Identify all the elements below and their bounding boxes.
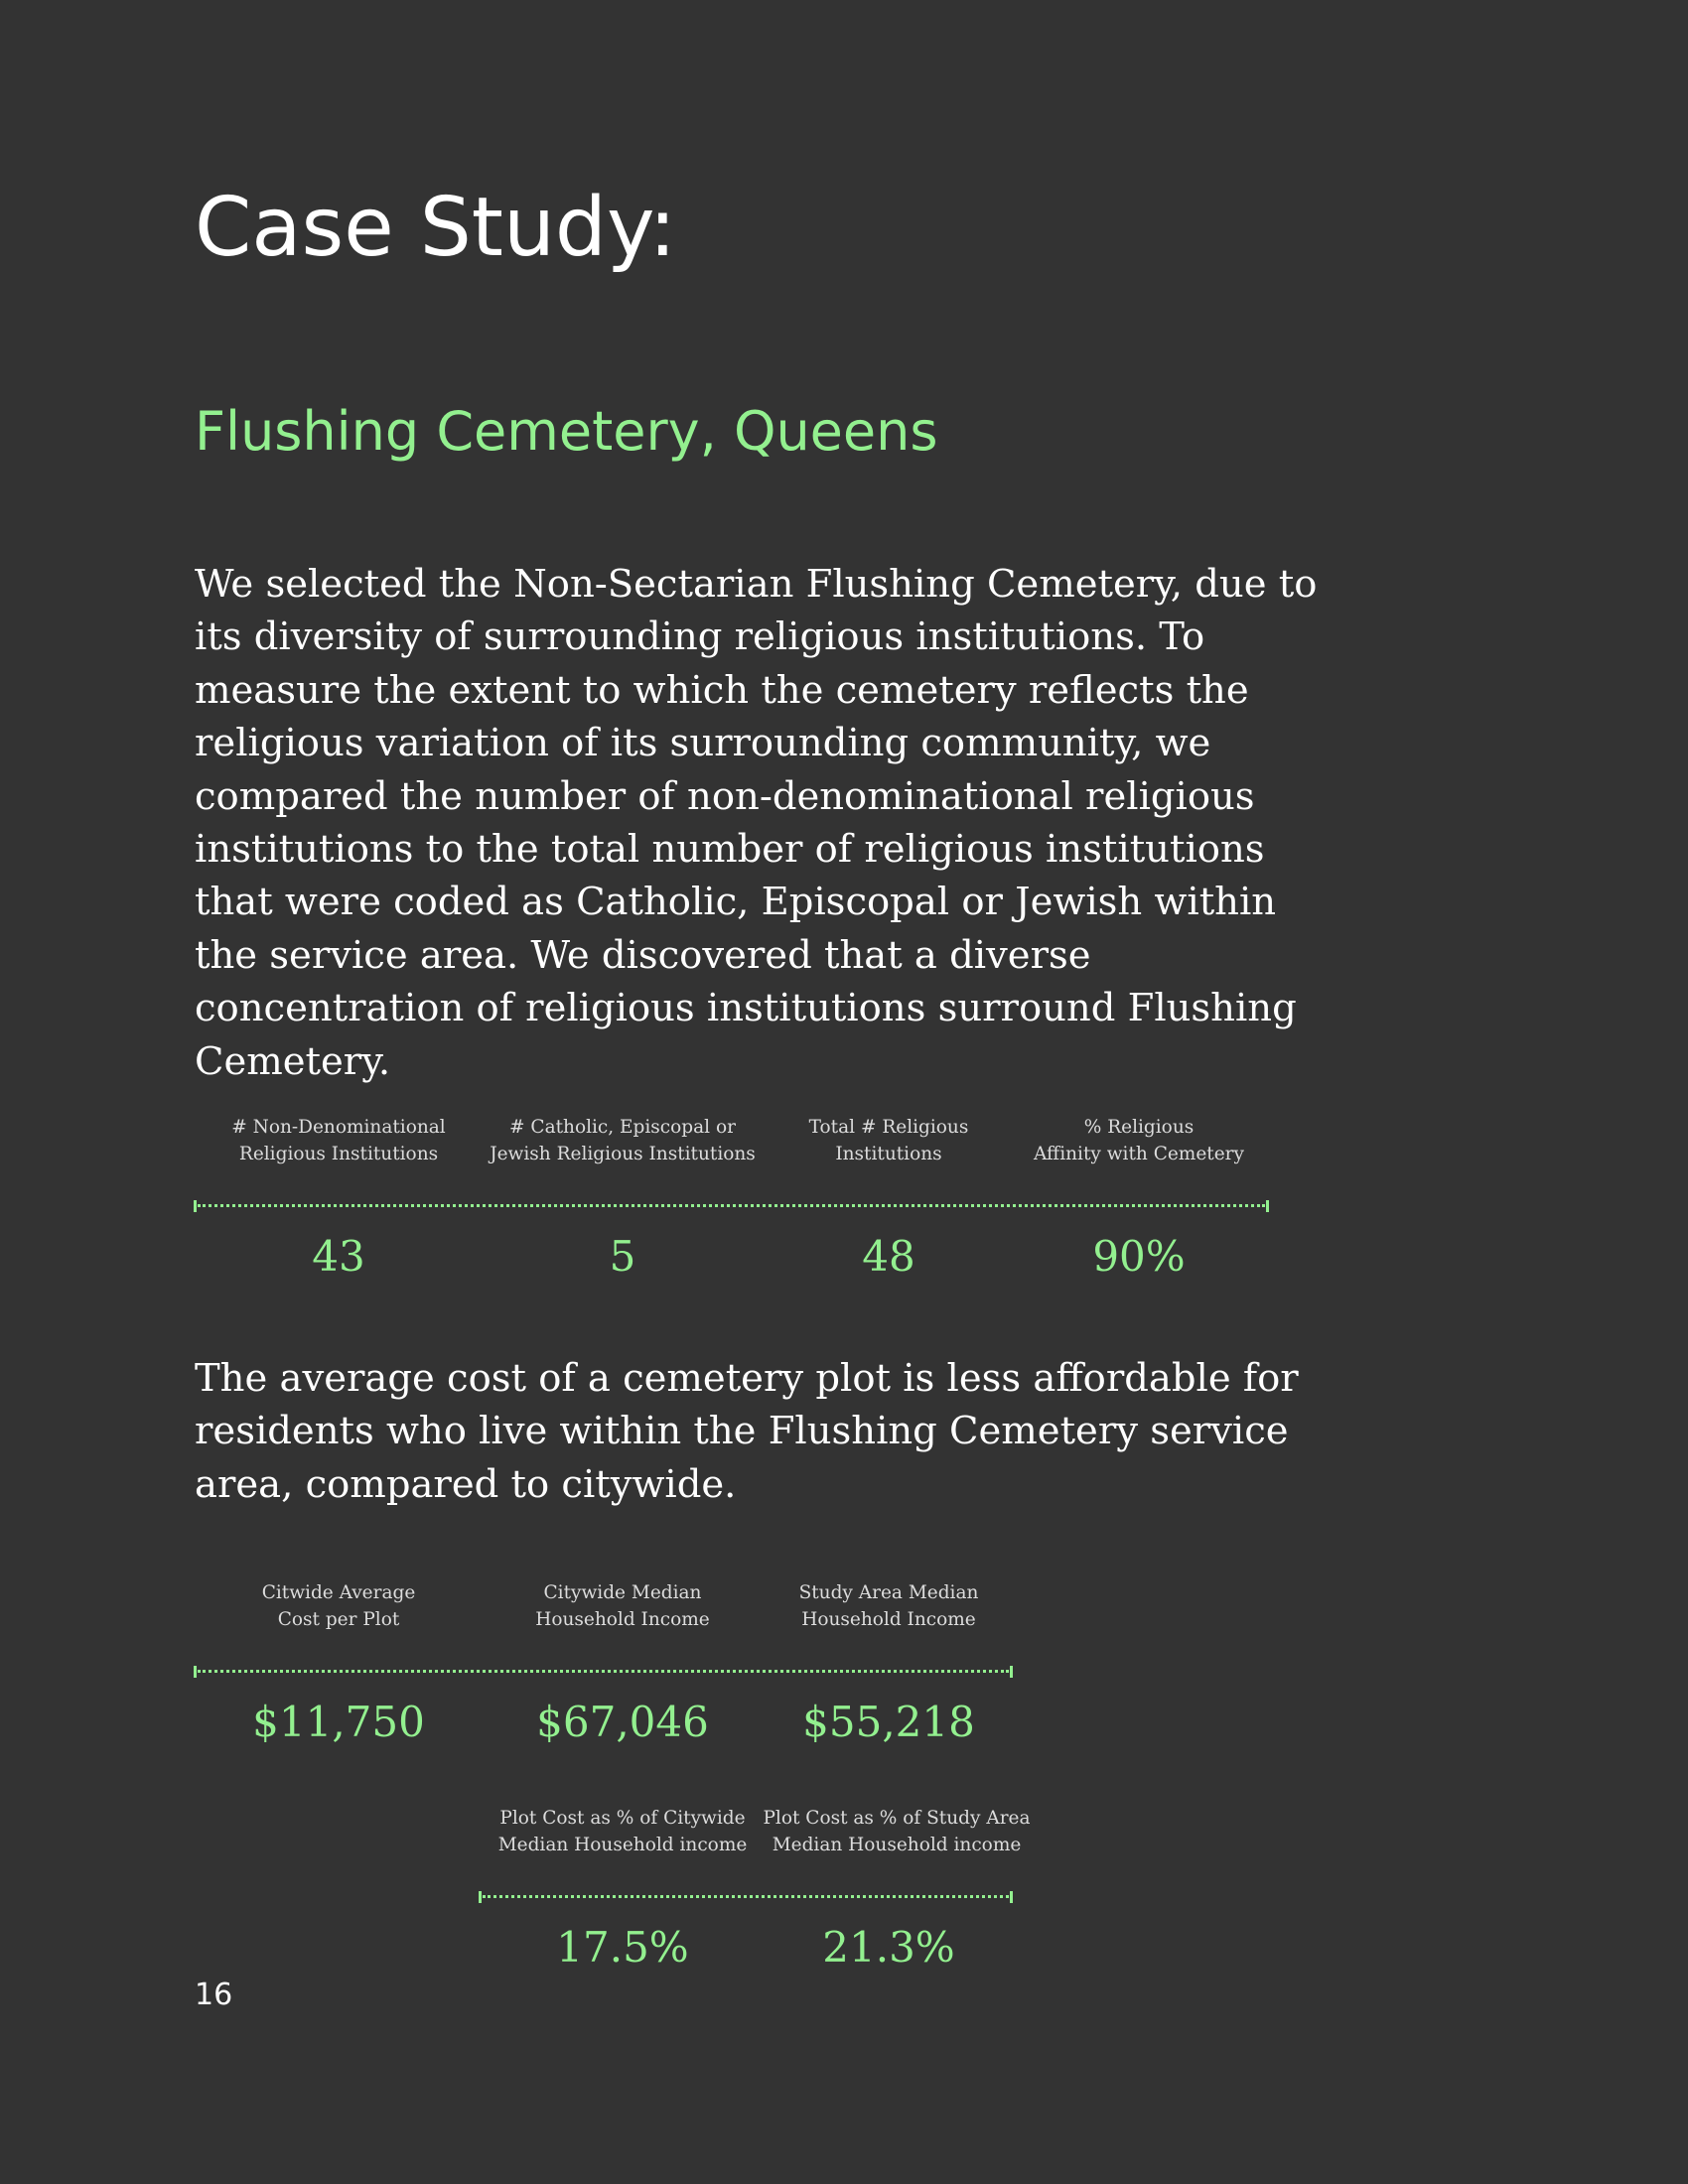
- dotted-divider: [194, 1666, 1013, 1678]
- stat-label: Plot Cost as % of Citywide Median Household income: [497, 1808, 748, 1855]
- page-number: 16: [195, 1978, 233, 2012]
- stat-label: Total # Religious Institutions: [808, 1117, 969, 1164]
- stat-value: 43: [312, 1232, 365, 1281]
- stat-label: Citywide Median Household Income: [535, 1582, 710, 1630]
- stat-label: Study Area Median Household Income: [798, 1582, 979, 1630]
- dotted-divider: [194, 1200, 1269, 1212]
- stat-value: 17.5%: [556, 1923, 689, 1972]
- cost-paragraph: The average cost of a cemetery plot is less affordable for residents who live within the Flushing Cemetery service area, compared to citywide.: [195, 1356, 1299, 1507]
- stat-value: 90%: [1092, 1232, 1186, 1281]
- stat-value: 5: [609, 1232, 636, 1281]
- dotted-divider: [479, 1891, 1013, 1903]
- stat-label: % Religious Affinity with Cemetery: [1034, 1117, 1244, 1164]
- page-subtitle: Flushing Cemetery, Queens: [195, 400, 938, 463]
- stat-label: Plot Cost as % of Study Area Median Household income: [763, 1808, 1031, 1855]
- page-title: Case Study:: [195, 181, 677, 275]
- stat-value: 21.3%: [822, 1923, 955, 1972]
- stat-label: # Non-Denominational Religious Institutions: [231, 1117, 446, 1164]
- stat-value: $11,750: [252, 1698, 425, 1746]
- stat-value: 48: [862, 1232, 915, 1281]
- intro-paragraph: We selected the Non-Sectarian Flushing Cemetery, due to its diversity of surrounding religious institutions. To measure the extent to which the cemetery reflects the religious variation of its surrounding community, we compared the number of non-denominational religious institutions to the total number of religious institutions that were coded as Catholic, Episcopal or Jewish within the service area. We discovered that a diverse concentration of religious institutions surround Flushing Cemetery.: [195, 562, 1318, 1084]
- stat-value: $55,218: [802, 1698, 975, 1746]
- stat-value: $67,046: [536, 1698, 709, 1746]
- stat-label: # Catholic, Episcopal or Jewish Religious Institutions: [490, 1117, 756, 1164]
- stat-label: Citwide Average Cost per Plot: [261, 1582, 416, 1630]
